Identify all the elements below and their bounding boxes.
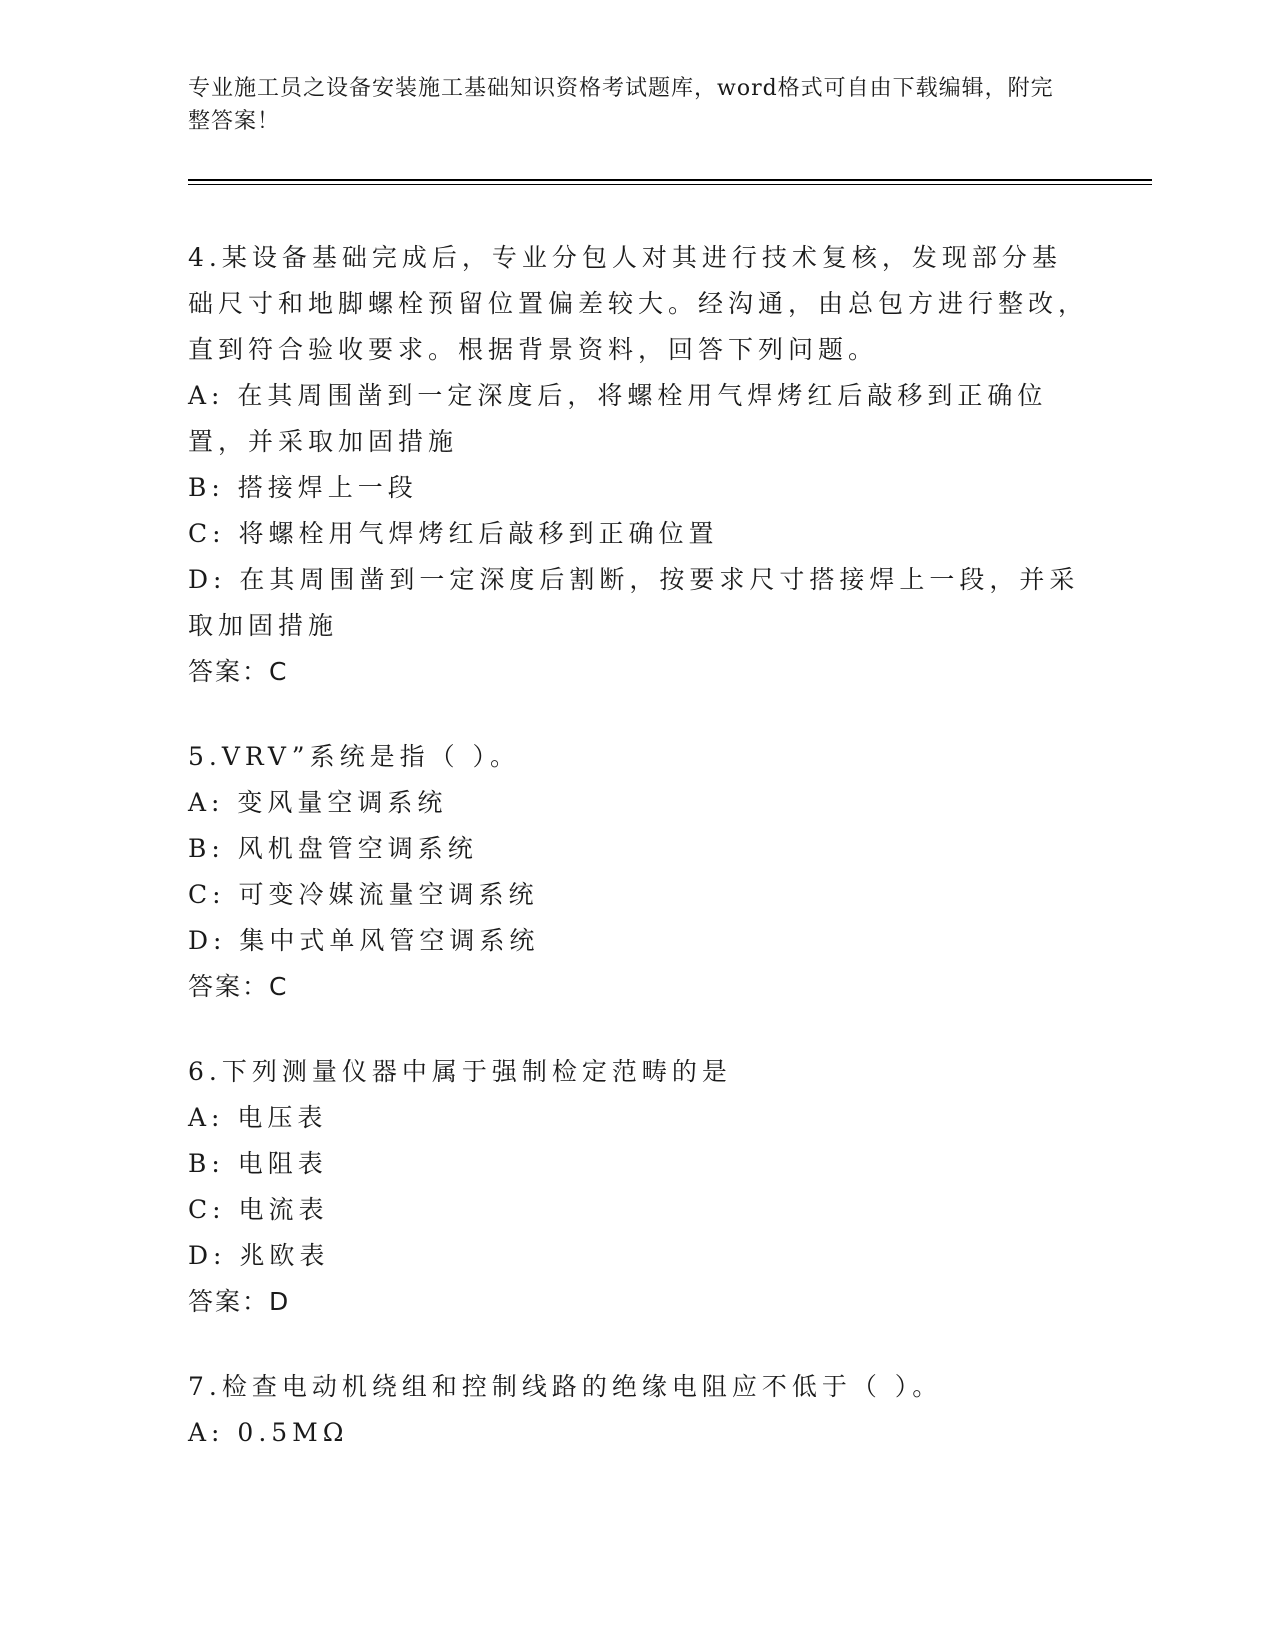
header-divider-thick: [188, 179, 1152, 181]
option-c: C: 将螺栓用气焊烤红后敲移到正确位置: [188, 519, 719, 548]
option-b: B: 电阻表: [188, 1149, 328, 1178]
option-d: D: 在其周围凿到一定深度后割断，按要求尺寸搭接焊上一段，并采取加固措施: [188, 565, 1080, 640]
header-divider-thin: [188, 184, 1152, 185]
question-stem: 5.VRV”系统是指（ ）。: [188, 742, 521, 771]
option-a: A: 在其周围凿到一定深度后，将螺栓用气焊烤红后敲移到正确位置，并采取加固措施: [188, 381, 1048, 456]
option-c: C: 可变冷媒流量空调系统: [188, 880, 539, 909]
document-header: 专业施工员之设备安装施工基础知识资格考试题库，word格式可自由下载编辑，附完整答案！: [188, 76, 1054, 134]
question-list: [188, 235, 1088, 1495]
option-d: D: 兆欧表: [188, 1241, 330, 1270]
question-6: [188, 1049, 1088, 1325]
option-a: A: 变风量空调系统: [188, 788, 448, 817]
option-d: D: 集中式单风管空调系统: [188, 926, 540, 955]
question-4: [188, 235, 1088, 695]
question-7: [188, 1364, 1088, 1456]
answer-label: 答案：C: [188, 657, 289, 686]
option-c: C: 电流表: [188, 1195, 329, 1224]
question-stem: 6.下列测量仪器中属于强制检定范畴的是: [188, 1057, 732, 1086]
question-stem: 4.某设备基础完成后，专业分包人对其进行技术复核，发现部分基础尺寸和地脚螺栓预留位置偏差较大。经沟通，由总包方进行整改，直到符合验收要求。根据背景资料，回答下列问题。: [188, 243, 1089, 364]
option-a: A: 电压表: [188, 1103, 328, 1132]
question-stem: 7.检查电动机绕组和控制线路的绝缘电阻应不低于（ ）。: [188, 1372, 943, 1401]
option-a: A: 0.5MΩ: [188, 1418, 349, 1447]
option-b: B: 风机盘管空调系统: [188, 834, 478, 863]
option-b: B: 搭接焊上一段: [188, 473, 418, 502]
question-5: [188, 734, 1088, 1010]
answer-label: 答案：C: [188, 972, 289, 1001]
answer-label: 答案：D: [188, 1287, 291, 1316]
